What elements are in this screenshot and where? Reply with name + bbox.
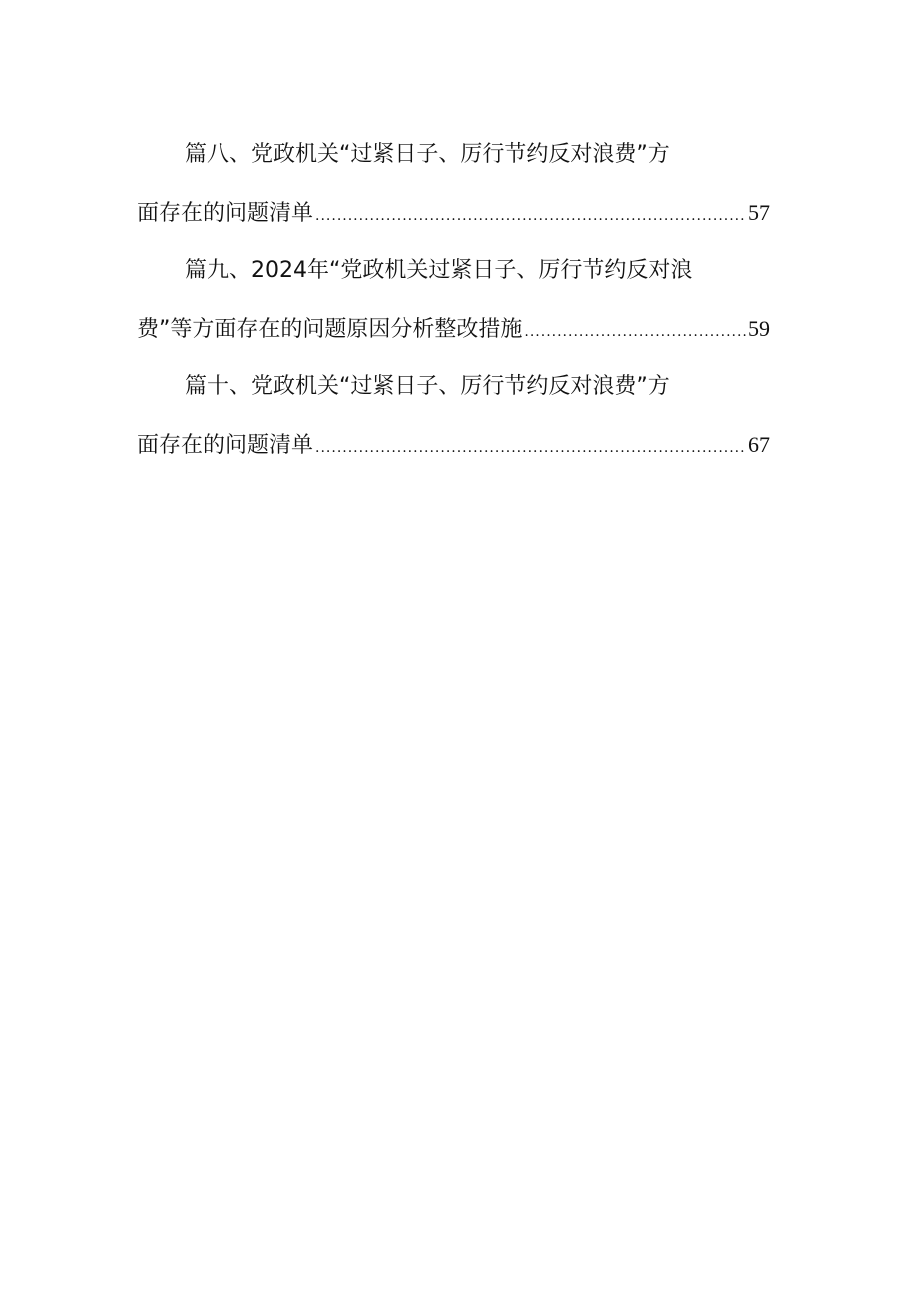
- toc-entry-10[interactable]: [137, 358, 770, 474]
- toc-entry-title-line2: 面存在的问题清单: [137, 433, 314, 458]
- toc-entry-9[interactable]: [137, 242, 770, 358]
- table-of-contents: [137, 126, 770, 474]
- toc-page-number: 59: [748, 316, 770, 341]
- toc-entry-title-line2-row: [137, 300, 770, 358]
- toc-entry-title-line1: 篇八、党政机关“过紧日子、厉行节约反对浪费”方: [185, 142, 670, 167]
- toc-dot-leader: [524, 303, 746, 358]
- toc-entry-title-line1: 篇九、2024年“党政机关过紧日子、厉行节约反对浪: [185, 258, 693, 283]
- toc-entry-title-line1: 篇十、党政机关“过紧日子、厉行节约反对浪费”方: [185, 374, 670, 399]
- toc-entry-title-line2-row: [137, 184, 770, 242]
- toc-entry-title-line2: 面存在的问题清单: [137, 201, 314, 226]
- toc-page-number: 67: [748, 432, 770, 457]
- toc-entry-title-line2-row: [137, 416, 770, 474]
- toc-entry-8[interactable]: [137, 126, 770, 242]
- toc-dot-leader: [315, 419, 746, 474]
- toc-dot-leader: [315, 187, 746, 242]
- toc-entry-title-line2: 费”等方面存在的问题原因分析整改措施: [137, 317, 523, 342]
- toc-page-number: 57: [748, 200, 770, 225]
